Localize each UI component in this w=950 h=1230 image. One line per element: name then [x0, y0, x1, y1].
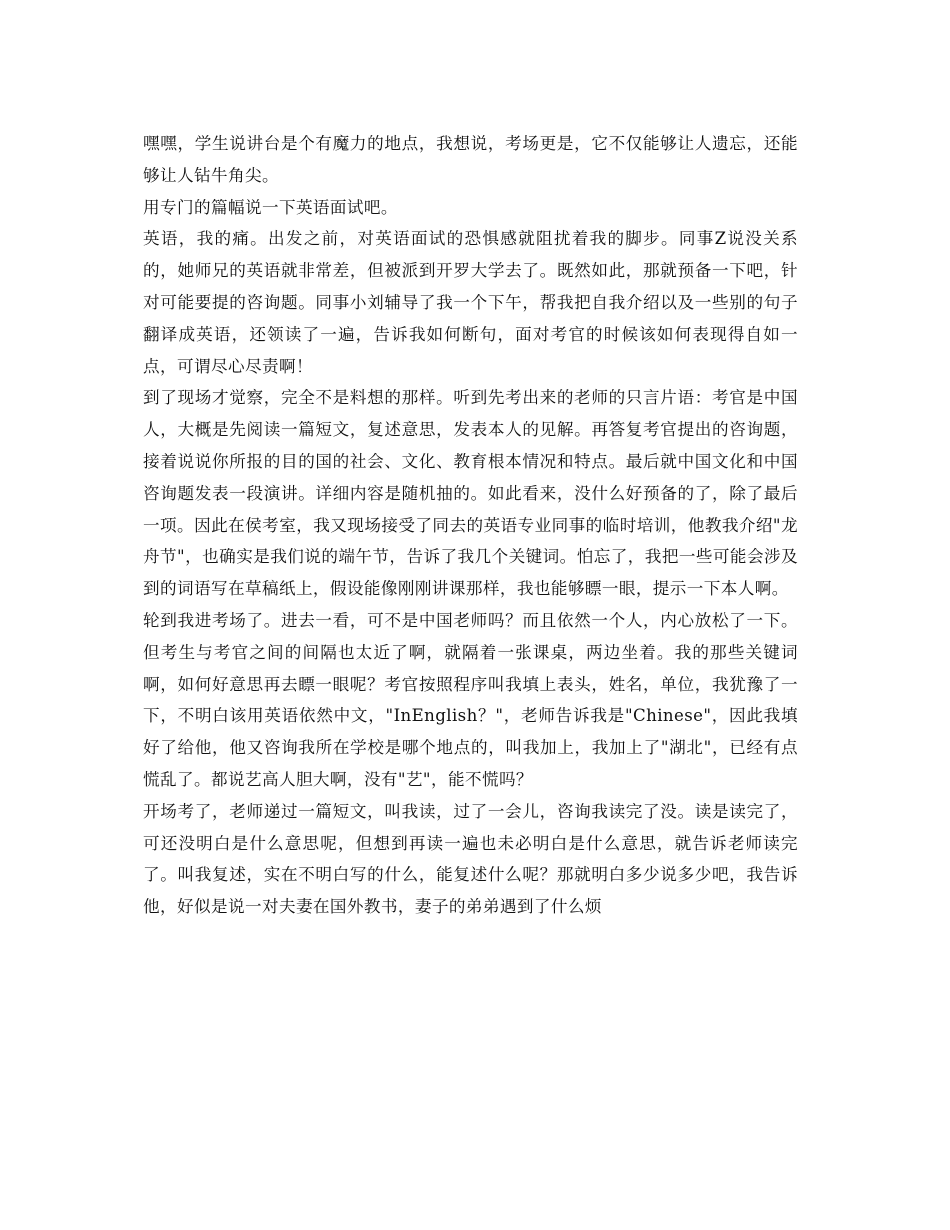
paragraph: 嘿嘿，学生说讲台是个有魔力的地点，我想说，考场更是，它不仅能够让人遗忘，还能够让人钻牛角尖。 — [143, 134, 798, 185]
paragraph: 到了现场才觉察，完全不是料想的那样。听到先考出来的老师的只言片语：考官是中国人，大概是先阅读一篇短文，复述意思，发表本人的见解。再答复考官提出的咨询题，接着说说你所报的目的国的社会、文化、教育根本情况和特点。最后就中国文化和中国咨询题发表一段演讲。详细内容是随机抽的。如此看来，没什么好预备的了，除了最后一项。因此在侯考室，我又现场接受了同去的英语专业同事的临时培训，他教我介绍"龙舟节"，也确实是我们说的端午节，告诉了我几个关键词。怕忘了，我把一些可能会涉及到的词语写在草稿纸上，假设能像刚刚讲课那样，我也能够瞟一眼，提示一下本人啊。 — [143, 388, 798, 599]
paragraph: 用专门的篇幅说一下英语面试吧。 — [143, 197, 398, 217]
paragraph: 开场考了，老师递过一篇短文，叫我读，过了一会儿，咨询我读完了没。读是读完了，可还没明白是什么意思呢，但想到再读一遍也未必明白是什么意思，就告诉老师读完了。叫我复述，实在不明白写的什么，能复述什么呢？那就明白多少说多少吧，我告诉他，好似是说一对夫妻在国外教书，妻子的弟弟遇到了什么烦 — [143, 801, 798, 917]
document-body — [143, 128, 798, 923]
paragraph: 英语，我的痛。出发之前，对英语面试的恐惧感就阻扰着我的脚步。同事Z说没关系的，她师兄的英语就非常差，但被派到开罗大学去了。既然如此，那就预备一下吧，针对可能要提的咨询题。同事小刘辅导了我一个下午，帮我把自我介绍以及一些别的句子翻译成英语，还领读了一遍，告诉我如何断句，面对考官的时候该如何表现得自如一点，可谓尽心尽责啊！ — [143, 229, 798, 376]
paragraph: 轮到我进考场了。进去一看，可不是中国老师吗？而且依然一个人，内心放松了一下。但考生与考官之间的间隔也太近了啊，就隔着一张课桌，两边坐着。我的那些关键词啊，如何好意思再去瞟一眼呢？考官按照程序叫我填上表头，姓名，单位，我犹豫了一下，不明白该用英语依然中文，"InEnglish？"，老师告诉我是"Chinese"，因此我填好了给他，他又咨询我所在学校是哪个地点的，叫我加上，我加上了"湖北"，已经有点慌乱了。都说艺高人胆大啊，没有"艺"，能不慌吗？ — [143, 610, 798, 789]
